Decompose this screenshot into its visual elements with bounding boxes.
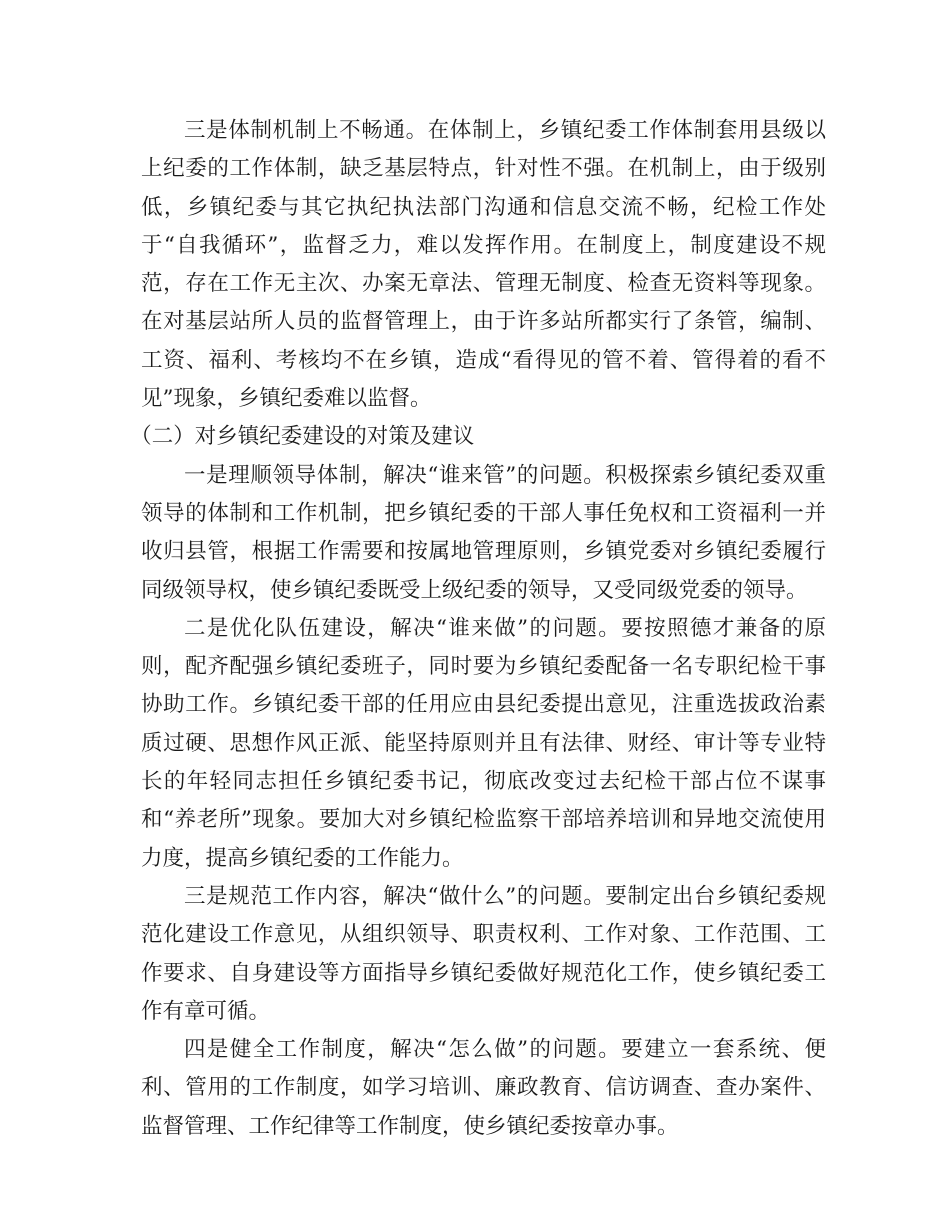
paragraph-measure-1: 一是理顺领导体制，解决“谁来管”的问题。积极探索乡镇纪委双重领导的体制和工作机制，把乡镇纪委的干部人事任免权和工资福利一并收归县管，根据工作需要和按属地管理原则，乡镇党委对乡镇纪委履行同级领导权，使乡镇纪委既受上级纪委的领导，又受同级党委的领导。 (141, 462, 826, 603)
paragraph-institutional-issues: 三是体制机制上不畅通。在体制上，乡镇纪委工作体制套用县级以上纪委的工作体制，缺乏基层特点，针对性不强。在机制上，由于级别低，乡镇纪委与其它执纪执法部门沟通和信息交流不畅，纪检工作处于“自我循环”，监督乏力，难以发挥作用。在制度上，制度建设不规范，存在工作无主次、办案无章法、管理无制度、检查无资料等现象。在对基层站所人员的监督管理上，由于许多站所都实行了条管，编制、工资、福利、考核均不在乡镇，造成“看得见的管不着、管得着的看不见”现象，乡镇纪委难以监督。 (141, 118, 826, 412)
paragraph-measure-3: 三是规范工作内容，解决“做什么”的问题。要制定出台乡镇纪委规范化建设工作意见，从组织领导、职责权利、工作对象、工作范围、工作要求、自身建设等方面指导乡镇纪委做好规范化工作，使乡镇纪委工作有章可循。 (141, 883, 826, 1024)
paragraph-measure-2: 二是优化队伍建设，解决“谁来做”的问题。要按照德才兼备的原则，配齐配强乡镇纪委班子，同时要为乡镇纪委配备一名专职纪检干事协助工作。乡镇纪委干部的任用应由县纪委提出意见，注重选拔政治素质过硬、思想作风正派、能坚持原则并且有法律、财经、审计等专业特长的年轻同志担任乡镇纪委书记，彻底改变过去纪检干部占位不谋事和“养老所”现象。要加大对乡镇纪检监察干部培养培训和异地交流使用力度，提高乡镇纪委的工作能力。 (141, 615, 826, 871)
section-heading: （二）对乡镇纪委建设的对策及建议 (130, 424, 475, 450)
paragraph-measure-4: 四是健全工作制度，解决“怎么做”的问题。要建立一套系统、便利、管用的工作制度，如学习培训、廉政教育、信访调查、查办案件、监督管理、工作纪律等工作制度，使乡镇纪委按章办事。 (141, 1037, 826, 1139)
document-page (130, 112, 826, 1146)
